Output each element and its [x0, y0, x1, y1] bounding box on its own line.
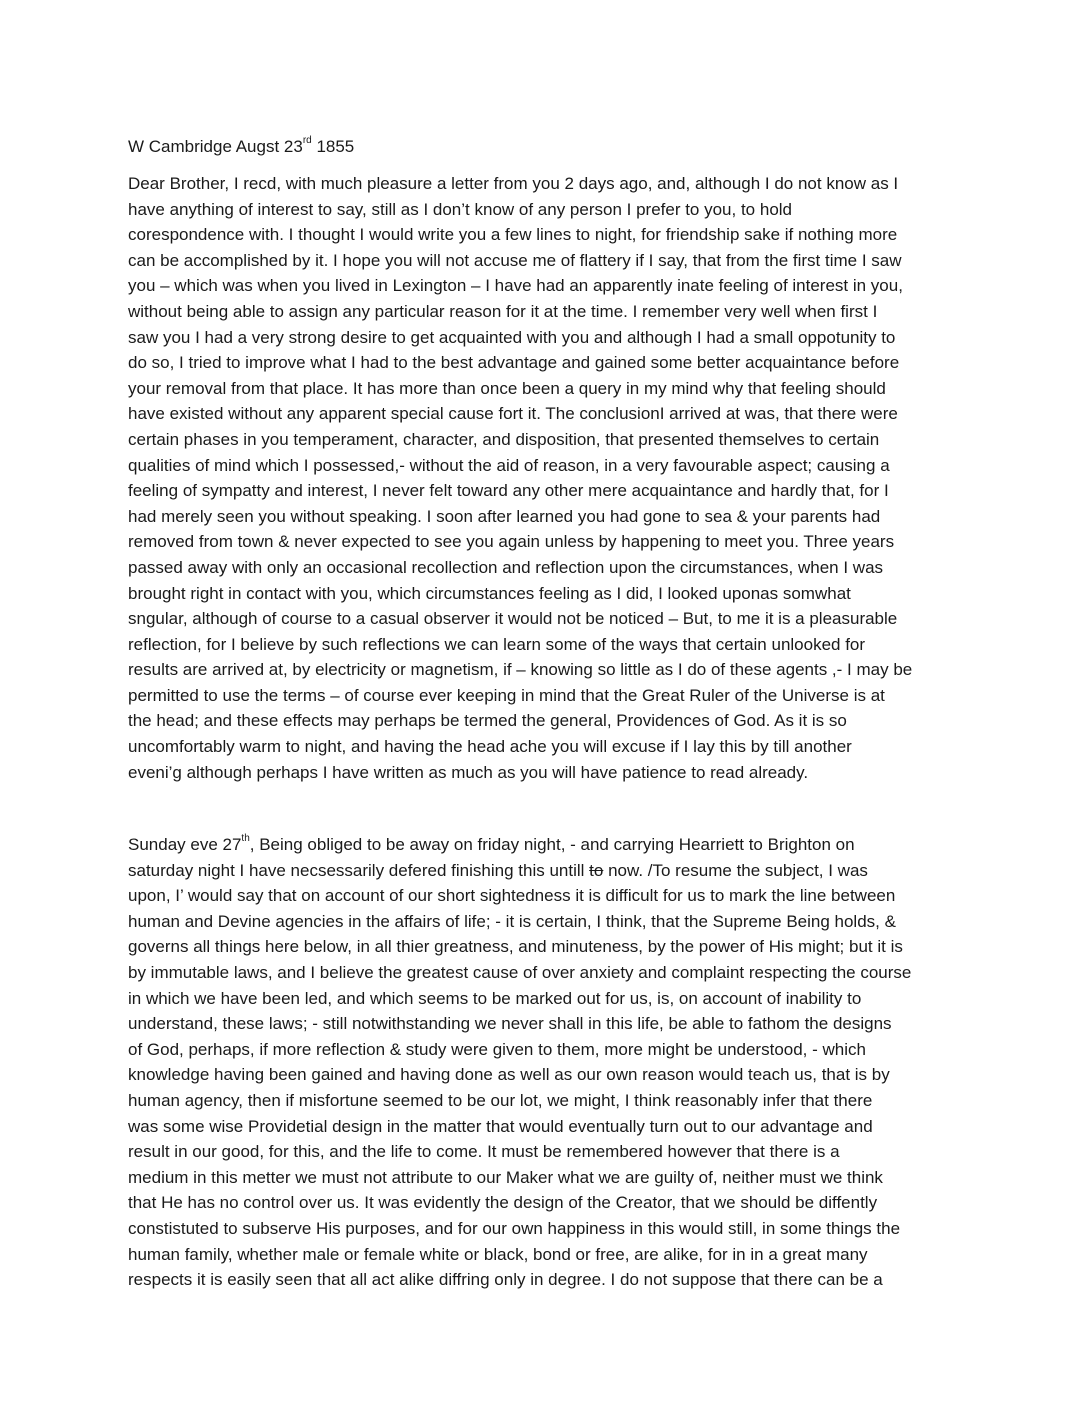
text-line: corespondence with. I thought I would write you a few lines to night, for friendship sake if nothing more — [128, 225, 898, 245]
text-line: knowledge having been gained and having done as well as our own reason would teach us, that is by — [128, 1065, 890, 1085]
text-line: human agency, then if misfortune seemed to be our lot, we might, I think reasonably infer that there — [128, 1090, 873, 1110]
text-line: eveni’g although perhaps I have written as much as you will have patience to read already. — [128, 762, 809, 782]
text-line: governs all things here below, in all thier greatness, and minuteness, by the power of His might; but it is — [128, 937, 903, 957]
text-line: the head; and these effects may perhaps be termed the general, Providences of God. As it is so — [128, 711, 847, 731]
text-line: Dear Brother, I recd, with much pleasure a letter from you 2 days ago, and, although I do not know as I — [128, 174, 899, 193]
text-line: brought right in contact with you, which circumstances feeling as I did, I looked uponas somwhat — [128, 583, 851, 603]
text-line: constistuted to subserve His purposes, and for our own happiness in this would still, in some things the — [128, 1218, 901, 1238]
text-line: of God, perhaps, if more reflection & study were given to them, more might be understood, - which — [128, 1039, 866, 1059]
struck-word: to — [589, 860, 604, 880]
sunday-date-lead: Sunday eve 27 — [128, 835, 242, 854]
text-line: certain phases in you temperament, character, and disposition, that presented themselves to certain — [128, 429, 880, 449]
text-line: without being able to assign any particular reason for it at the time. I remember very well when first I — [128, 301, 878, 321]
text-line: by immutable laws, and I believe the greatest cause of over anxiety and complaint respecting the course — [128, 962, 912, 982]
text-line: had merely seen you without speaking. I soon after learned you had gone to sea & your parents had — [128, 506, 881, 526]
text-line: reflection, for I believe by such reflections we can learn some of the ways that certain unlooked for — [128, 634, 866, 654]
line-after-strike: now. /To resume the subject, I was — [603, 860, 868, 880]
heading-year: 1855 — [311, 137, 355, 156]
text-line: passed away with only an occasional recollection and reflection upon the circumstances, when I was — [128, 557, 884, 577]
paragraph-2 — [128, 832, 962, 1293]
text-line: understand, these laws; - still notwithstanding we never shall in this life, be able to fathom the designs — [128, 1014, 892, 1034]
sunday-line-rest: , Being obliged to be away on friday night, - and carrying Hearriett to Brighton on — [249, 835, 855, 854]
text-line: your removal from that place. It has more than once been a query in my mind why that feeling should — [128, 378, 886, 398]
text-line: results are arrived at, by electricity or magnetism, if – knowing so little as I do of these agents ,- I may be — [128, 660, 913, 680]
text-line: do so, I tried to improve what I had to the best advantage and gained some better acquaintance before — [128, 353, 900, 373]
text-line: in which we have been led, and which seems to be marked out for us, is, on account of inability to — [128, 988, 862, 1008]
text-line: upon, I’ would say that on account of our short sightedness it is difficult for us to mark the line between — [128, 886, 896, 906]
text-line: qualities of mind which I possessed,- without the aid of reason, in a very favourable aspect; causing a — [128, 455, 890, 475]
text-line — [128, 858, 962, 884]
text-line: can be accomplished by it. I hope you will not accuse me of flattery if I say, that from the first time I saw — [128, 250, 902, 270]
paragraph-1 — [128, 171, 962, 785]
text-line — [128, 832, 962, 858]
text-line: respects it is easily seen that all act alike diffring only in degree. I do not suppose that there can be a — [128, 1270, 883, 1290]
text-line: was some wise Providetial design in the matter that would eventually turn out to our advantage and — [128, 1116, 873, 1136]
letter-heading — [128, 134, 958, 160]
text-line: removed from town & never expected to see you again unless by happening to meet you. Three years — [128, 532, 895, 552]
text-line: human family, whether male or female white or black, bond or free, are alike, for in in a great many — [128, 1244, 868, 1264]
text-line: have existed without any apparent special cause fort it. The conclusionI arrived at was, that there were — [128, 404, 898, 424]
text-line: sngular, although of course to a casual observer it would not be noticed – But, to me it is a pleasurable — [128, 609, 898, 629]
text-line: medium in this metter we must not attribute to our Maker what we are guilty of, neither must we think — [128, 1167, 883, 1187]
text-line: permitted to use the terms – of course ever keeping in mind that the Great Ruler of the Universe is at — [128, 685, 885, 705]
text-line: feeling of sympatty and interest, I never felt toward any other mere acquaintance and hardly that, for I — [128, 481, 889, 501]
text-line: that He has no control over us. It was evidently the design of the Creator, that we should be diffently — [128, 1193, 878, 1213]
heading-date-suffix: rd — [302, 135, 312, 147]
text-line: human and Devine agencies in the affairs of life; - it is certain, I think, that the Supreme Being holds, & — [128, 911, 896, 931]
text-line: saw you I had a very strong desire to get acquainted with you and although I had a small oppotunity to — [128, 327, 896, 347]
heading-place-date: W Cambridge Augst 23 — [128, 137, 303, 156]
text-line: uncomfortably warm to night, and having the head ache you will excuse if I lay this by till another — [128, 737, 852, 757]
text-line: have anything of interest to say, still as I don’t know of any person I prefer to you, to hold — [128, 199, 793, 219]
line-before-strike: saturday night I have necsessarily defered finishing this untill — [128, 860, 590, 880]
text-line: result in our good, for this, and the life to come. It must be remembered however that there is a — [128, 1142, 840, 1162]
sunday-date-suffix: th — [241, 833, 250, 845]
text-line: you – which was when you lived in Lexington – I have had an apparently inate feeling of interest in you, — [128, 276, 903, 296]
